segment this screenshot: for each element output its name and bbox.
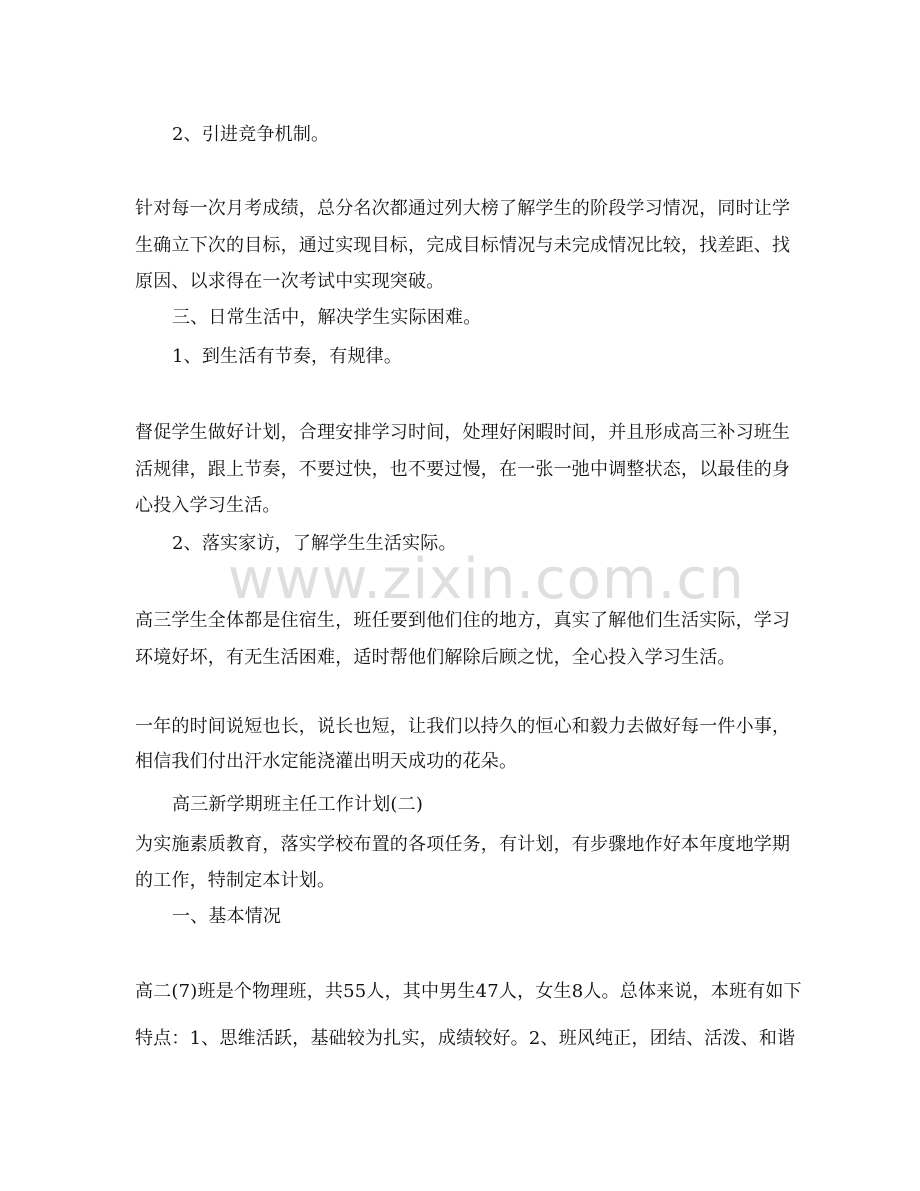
paragraph-line: 活规律，跟上节奏，不要过快，也不要过慢，在一张一弛中调整状态，以最佳的身 bbox=[135, 459, 791, 480]
section-heading-basic-info: 一、基本情况 bbox=[172, 906, 282, 927]
plan-title: 高三新学期班主任工作计划(二) bbox=[172, 794, 424, 815]
paragraph-line: 针对每一次月考成绩，总分名次都通过列大榜了解学生的阶段学习情况，同时让学 bbox=[135, 198, 791, 219]
paragraph-line: 生确立下次的目标，通过实现目标，完成目标情况与未完成情况比较，找差距、找 bbox=[135, 235, 791, 256]
heading-introduce-competition: 2、引进竞争机制。 bbox=[172, 124, 330, 145]
paragraph-line: 心投入学习生活。 bbox=[135, 495, 281, 516]
site-watermark: www.zixin.com.cn bbox=[228, 547, 745, 612]
paragraph-line: 的工作，特制定本计划。 bbox=[135, 870, 336, 891]
paragraph-line: 为实施素质教育，落实学校布置的各项任务，有计划，有步骤地作好本年度地学期 bbox=[135, 834, 791, 855]
subheading-rhythm: 1、到生活有节奏，有规律。 bbox=[172, 346, 403, 367]
paragraph-line: 督促学生做好计划，合理安排学习时间，处理好闲暇时间，并且形成高三补习班生 bbox=[135, 422, 791, 443]
paragraph-line: 高三学生全体都是住宿生，班任要到他们住的地方，真实了解他们生活实际，学习 bbox=[135, 610, 791, 631]
paragraph-line: 环境好坏，有无生活困难，适时帮他们解除后顾之忧，全心投入学习生活。 bbox=[135, 647, 736, 668]
paragraph-line: 特点：1、思维活跃，基础较为扎实，成绩较好。2、班风纯正，团结、活泼、和谐 bbox=[135, 1028, 796, 1049]
paragraph-line: 一年的时间说短也长，说长也短，让我们以持久的恒心和毅力去做好每一件小事， bbox=[135, 716, 791, 737]
paragraph-line: 原因、以求得在一次考试中实现突破。 bbox=[135, 271, 445, 292]
section-heading-daily-life: 三、日常生活中，解决学生实际困难。 bbox=[172, 307, 482, 328]
subheading-home-visit: 2、落实家访，了解学生生活实际。 bbox=[172, 533, 457, 554]
paragraph-line: 相信我们付出汗水定能浇灌出明天成功的花朵。 bbox=[135, 751, 518, 772]
paragraph-line: 高二(7)班是个物理班，共55人，其中男生47人，女生8人。总体来说，本班有如下 bbox=[135, 981, 802, 1002]
